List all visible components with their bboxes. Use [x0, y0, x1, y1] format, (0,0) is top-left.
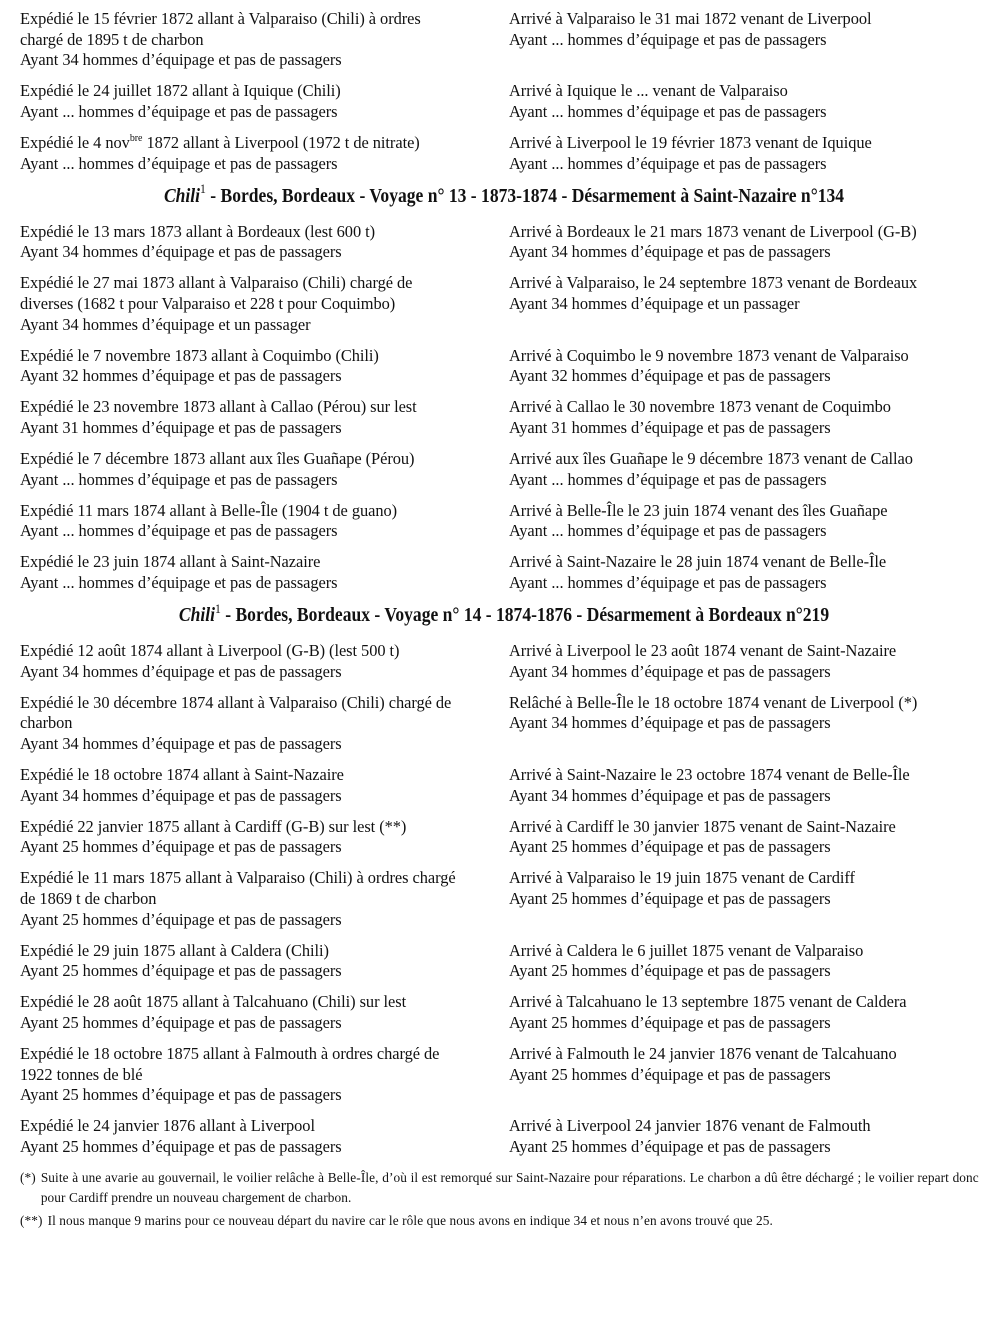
arrival-line: Arrivé à Bordeaux le 21 mars 1873 venant de Liverpool (G-B): [509, 221, 917, 241]
crew-line: Ayant 34 hommes d’équipage et pas de passagers: [20, 785, 342, 805]
crew-line: Ayant 25 hommes d’équipage et pas de passagers: [20, 1136, 342, 1156]
ship-name: Chili: [163, 185, 201, 207]
voyage-entry: [20, 501, 988, 542]
voyage-entry: [20, 641, 988, 682]
crew-line: Ayant 32 hommes d’équipage et pas de passagers: [509, 366, 831, 386]
departure-line: Expédié le 29 juin 1875 allant à Caldera (Chili): [20, 940, 329, 960]
heading-text: - Bordes, Bordeaux - Voyage n° 14 - 1874-1876 - Désarmement à Bordeaux n°219: [220, 605, 830, 627]
voyage-entry: [20, 1116, 988, 1157]
departure-record: [20, 693, 486, 755]
footnote-ref: 1: [200, 181, 206, 197]
arrival-record: [509, 346, 988, 387]
voyage-entry: [20, 9, 988, 71]
departure-record: [20, 397, 486, 438]
departure-line: diverses (1682 t pour Valparaiso et 228 t pour Coquimbo): [20, 293, 396, 313]
crew-line: Ayant 25 hommes d’équipage et pas de passagers: [509, 961, 831, 981]
voyage-entry: [20, 765, 988, 806]
voyage-entry: [20, 397, 988, 438]
crew-line: Ayant 25 hommes d’équipage et pas de passagers: [20, 1085, 342, 1105]
voyage-12-entries: [20, 9, 988, 174]
footnote-text: Suite à une avarie au gouvernail, le voilier relâche à Belle-Île, d’où il est remorqué sur Saint-Nazaire pour réparations. Le charbon a dû être déchargé ; le voilier repart donc pour Cardiff prendre un nouveau chargement de charbon.: [40, 1170, 979, 1205]
arrival-line: Arrivé à Liverpool le 23 août 1874 venant de Saint-Nazaire: [509, 641, 897, 661]
footnotes: [20, 1168, 988, 1231]
crew-line: Ayant 34 hommes d’équipage et un passager: [509, 293, 800, 313]
arrival-line: Arrivé à Saint-Nazaire le 28 juin 1874 venant de Belle-Île: [509, 552, 887, 572]
arrival-record: [509, 133, 988, 174]
departure-record: [20, 222, 486, 263]
voyage-entry: [20, 81, 988, 122]
departure-record: [20, 817, 486, 858]
crew-line: Ayant 34 hommes d’équipage et pas de passagers: [20, 733, 342, 753]
departure-record: [20, 992, 486, 1033]
arrival-line: Arrivé à Liverpool le 19 février 1873 venant de Iquique: [509, 132, 872, 152]
voyage-entry: [20, 133, 988, 174]
footnote-mark: (**): [20, 1213, 43, 1229]
arrival-line: Arrivé à Belle-Île le 23 juin 1874 venant des îles Guañape: [509, 500, 888, 520]
departure-line: Expédié 12 août 1874 allant à Liverpool (G-B) (lest 500 t): [20, 641, 400, 661]
departure-record: [20, 1044, 486, 1106]
departure-prefix: Expédié le 4 nov: [20, 132, 130, 152]
voyage-entry: [20, 868, 988, 930]
arrival-line: Arrivé à Talcahuano le 13 septembre 1875 venant de Caldera: [509, 992, 907, 1012]
arrival-record: [509, 397, 988, 438]
crew-line: Ayant 34 hommes d’équipage et pas de passagers: [509, 242, 831, 262]
departure-line: de 1869 t de charbon: [20, 889, 157, 908]
departure-record: [20, 641, 486, 682]
arrival-record: [509, 817, 988, 858]
voyage-entry: [20, 1044, 988, 1106]
departure-record: [20, 1116, 486, 1157]
departure-line: Expédié le 18 octobre 1874 allant à Saint-Nazaire: [20, 765, 344, 785]
arrival-record: [509, 941, 988, 982]
arrival-line: Arrivé à Liverpool 24 janvier 1876 venant de Falmouth: [509, 1116, 871, 1136]
crew-line: Ayant 25 hommes d’équipage et pas de passagers: [20, 909, 342, 929]
crew-line: Ayant ... hommes d’équipage et pas de passagers: [509, 521, 827, 541]
arrival-record: [509, 552, 988, 593]
arrival-line: Arrivé à Saint-Nazaire le 23 octobre 1874 venant de Belle-Île: [509, 765, 910, 785]
departure-line: [20, 133, 486, 154]
arrival-record: [509, 1116, 988, 1157]
arrival-record: [509, 273, 988, 335]
footnote-mark: (*): [20, 1170, 36, 1186]
departure-line: charbon: [20, 713, 73, 733]
crew-line: Ayant 25 hommes d’équipage et pas de passagers: [20, 961, 342, 981]
crew-line: Ayant 25 hommes d’équipage et pas de passagers: [20, 1012, 342, 1032]
arrival-line: Arrivé à Valparaiso le 31 mai 1872 venant de Liverpool: [509, 9, 872, 28]
departure-line: Expédié le 30 décembre 1874 allant à Valparaiso (Chili) chargé de: [20, 692, 452, 712]
crew-line: Ayant ... hommes d’équipage et pas de passagers: [20, 521, 338, 541]
voyage-13-heading: [68, 181, 939, 209]
voyage-13-entries: [20, 222, 988, 594]
voyage-entry: [20, 992, 988, 1033]
departure-line: Expédié le 13 mars 1873 allant à Bordeaux (lest 600 t): [20, 221, 376, 241]
superscript-abbrev: bre: [129, 132, 143, 144]
departure-record: [20, 868, 486, 930]
departure-suffix: 1872 allant à Liverpool (1972 t de nitrate): [142, 132, 420, 152]
crew-line: Ayant 31 hommes d’équipage et pas de passagers: [509, 417, 831, 437]
departure-record: [20, 941, 486, 982]
crew-line: Ayant ... hommes d’équipage et pas de passagers: [509, 101, 827, 121]
departure-record: [20, 346, 486, 387]
document-page: [20, 9, 988, 1235]
departure-line: Expédié le 11 mars 1875 allant à Valparaiso (Chili) à ordres chargé: [20, 868, 456, 888]
voyage-14-entries: [20, 641, 988, 1157]
departure-line: chargé de 1895 t de charbon: [20, 29, 204, 49]
departure-line: Expédié le 23 novembre 1873 allant à Callao (Pérou) sur lest: [20, 397, 417, 417]
crew-line: Ayant 34 hommes d’équipage et pas de passagers: [20, 50, 342, 70]
voyage-entry: [20, 552, 988, 593]
arrival-record: [509, 1044, 988, 1106]
departure-line: Expédié le 7 novembre 1873 allant à Coquimbo (Chili): [20, 345, 379, 365]
departure-record: [20, 81, 486, 122]
crew-line: Ayant 34 hommes d’équipage et pas de passagers: [509, 785, 831, 805]
arrival-line: Arrivé à Iquique le ... venant de Valparaiso: [509, 81, 788, 101]
crew-line: Ayant ... hommes d’équipage et pas de passagers: [20, 153, 338, 173]
departure-line: Expédié le 18 octobre 1875 allant à Falmouth à ordres chargé de: [20, 1044, 440, 1064]
departure-line: Expédié le 15 février 1872 allant à Valparaiso (Chili) à ordres: [20, 9, 421, 28]
crew-line: Ayant ... hommes d’équipage et pas de passagers: [509, 153, 827, 173]
arrival-record: [509, 222, 988, 263]
arrival-line: Arrivé aux îles Guañape le 9 décembre 1873 venant de Callao: [509, 449, 913, 468]
departure-line: Expédié le 24 janvier 1876 allant à Liverpool: [20, 1116, 315, 1136]
departure-record: [20, 273, 486, 335]
footnote: [20, 1211, 988, 1231]
departure-record: [20, 133, 486, 174]
arrival-line: Arrivé à Valparaiso le 19 juin 1875 venant de Cardiff: [509, 868, 855, 888]
departure-line: Expédié le 7 décembre 1873 allant aux îles Guañape (Pérou): [20, 449, 415, 468]
departure-line: Expédié le 27 mai 1873 allant à Valparaiso (Chili) chargé de: [20, 273, 413, 293]
departure-record: [20, 501, 486, 542]
arrival-record: [509, 693, 988, 755]
arrival-record: [509, 9, 988, 71]
crew-line: Ayant 34 hommes d’équipage et un passager: [20, 314, 311, 334]
footnote-text: Il nous manque 9 marins pour ce nouveau départ du navire car le rôle que nous avons en indique 34 et nous n’en avons trouvé que 25.: [47, 1213, 773, 1229]
voyage-entry: [20, 222, 988, 263]
departure-line: Expédié 11 mars 1874 allant à Belle-Île (1904 t de guano): [20, 500, 398, 520]
crew-line: Ayant 25 hommes d’équipage et pas de passagers: [509, 889, 831, 908]
voyage-entry: [20, 693, 988, 755]
departure-record: [20, 9, 486, 71]
arrival-line: Arrivé à Callao le 30 novembre 1873 venant de Coquimbo: [509, 397, 891, 417]
crew-line: Ayant 34 hommes d’équipage et pas de passagers: [20, 242, 342, 262]
voyage-entry: [20, 346, 988, 387]
departure-record: [20, 765, 486, 806]
departure-record: [20, 552, 486, 593]
crew-line: Ayant 25 hommes d’équipage et pas de passagers: [509, 1012, 831, 1032]
voyage-entry: [20, 941, 988, 982]
crew-line: Ayant ... hommes d’équipage et pas de passagers: [20, 469, 338, 489]
arrival-line: Relâché à Belle-Île le 18 octobre 1874 venant de Liverpool (*): [509, 692, 918, 712]
arrival-line: Arrivé à Valparaiso, le 24 septembre 1873 venant de Bordeaux: [509, 273, 918, 293]
departure-line: 1922 tonnes de blé: [20, 1064, 143, 1084]
departure-line: Expédié le 24 juillet 1872 allant à Iquique (Chili): [20, 81, 341, 101]
voyage-entry: [20, 273, 988, 335]
crew-line: Ayant ... hommes d’équipage et pas de passagers: [509, 29, 827, 49]
departure-line: Expédié le 28 août 1875 allant à Talcahuano (Chili) sur lest: [20, 992, 407, 1012]
crew-line: Ayant 32 hommes d’équipage et pas de passagers: [20, 366, 342, 386]
crew-line: Ayant 25 hommes d’équipage et pas de passagers: [509, 1064, 831, 1084]
arrival-line: Arrivé à Falmouth le 24 janvier 1876 venant de Talcahuano: [509, 1044, 897, 1064]
crew-line: Ayant 25 hommes d’équipage et pas de passagers: [509, 1136, 831, 1156]
voyage-entry: [20, 817, 988, 858]
arrival-record: [509, 81, 988, 122]
arrival-line: Arrivé à Caldera le 6 juillet 1875 venant de Valparaiso: [509, 940, 864, 960]
arrival-record: [509, 641, 988, 682]
arrival-record: [509, 449, 988, 490]
arrival-line: Arrivé à Cardiff le 30 janvier 1875 venant de Saint-Nazaire: [509, 816, 896, 836]
arrival-record: [509, 868, 988, 930]
voyage-entry: [20, 449, 988, 490]
arrival-record: [509, 765, 988, 806]
crew-line: Ayant ... hommes d’équipage et pas de passagers: [20, 572, 338, 592]
crew-line: Ayant ... hommes d’équipage et pas de passagers: [20, 101, 338, 121]
ship-name: Chili: [178, 605, 215, 627]
departure-line: Expédié 22 janvier 1875 allant à Cardiff (G-B) sur lest (**): [20, 816, 407, 836]
departure-record: [20, 449, 486, 490]
crew-line: Ayant 31 hommes d’équipage et pas de passagers: [20, 417, 342, 437]
arrival-line: Arrivé à Coquimbo le 9 novembre 1873 venant de Valparaiso: [509, 345, 909, 365]
footnote-ref: 1: [214, 600, 221, 616]
crew-line: Ayant ... hommes d’équipage et pas de passagers: [509, 469, 827, 489]
arrival-record: [509, 501, 988, 542]
arrival-record: [509, 992, 988, 1033]
crew-line: Ayant ... hommes d’équipage et pas de passagers: [509, 572, 827, 592]
footnote: [20, 1168, 988, 1207]
departure-line: Expédié le 23 juin 1874 allant à Saint-Nazaire: [20, 552, 321, 572]
crew-line: Ayant 34 hommes d’équipage et pas de passagers: [20, 661, 342, 681]
crew-line: Ayant 25 hommes d’équipage et pas de passagers: [509, 837, 831, 857]
heading-text: - Bordes, Bordeaux - Voyage n° 13 - 1873-1874 - Désarmement à Saint-Nazaire n°134: [205, 185, 845, 207]
crew-line: Ayant 25 hommes d’équipage et pas de passagers: [20, 837, 342, 857]
voyage-14-heading: [68, 600, 939, 628]
crew-line: Ayant 34 hommes d’équipage et pas de passagers: [509, 661, 831, 681]
crew-line: Ayant 34 hommes d’équipage et pas de passagers: [509, 713, 831, 733]
